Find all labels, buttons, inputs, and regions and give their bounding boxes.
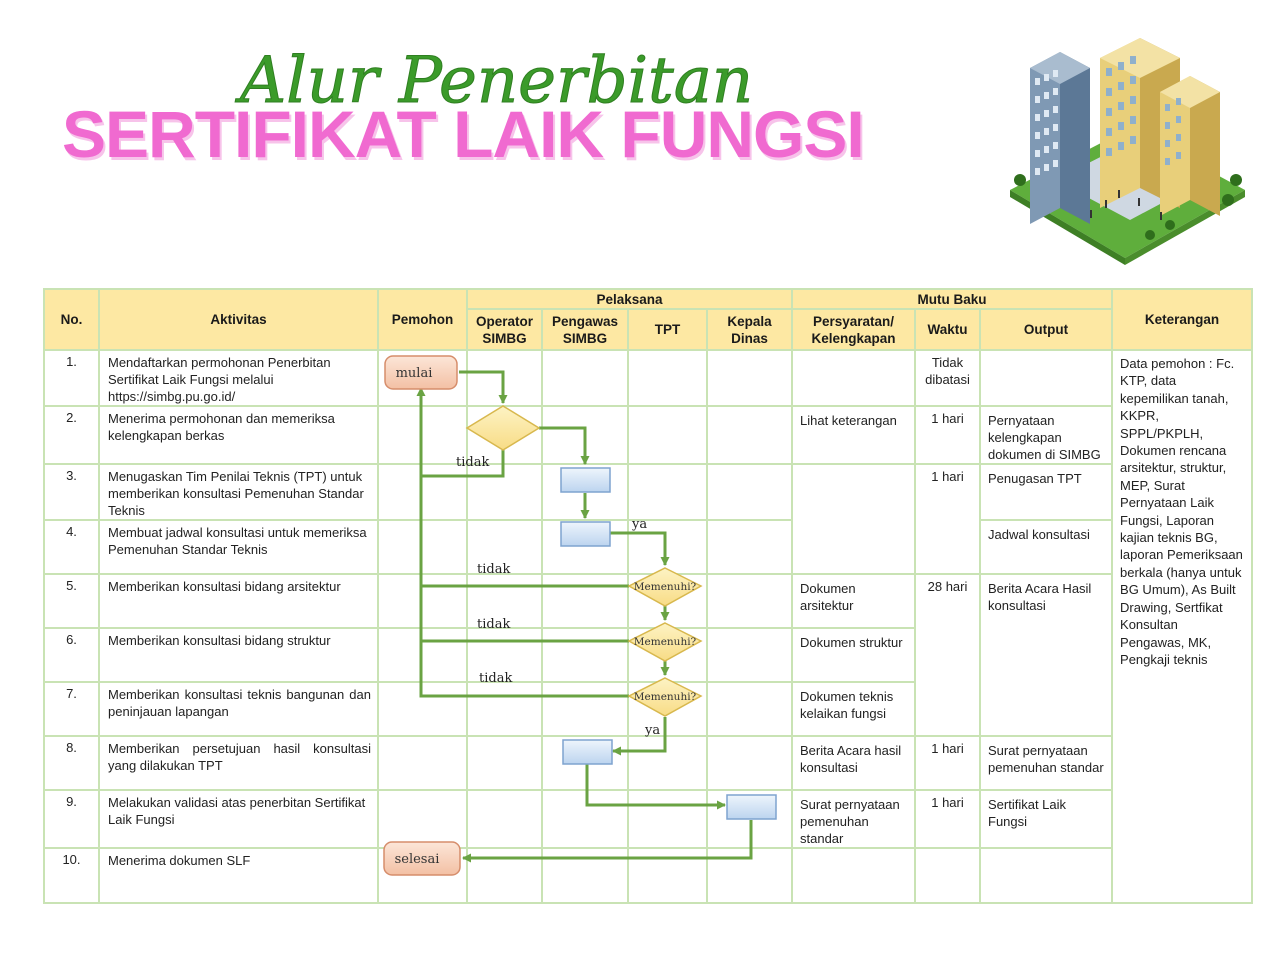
time-cell: 1 hari xyxy=(915,464,980,574)
output-cell: Penugasan TPT xyxy=(980,464,1112,520)
end-terminator xyxy=(384,842,460,875)
row-number: 8. xyxy=(44,736,99,790)
row-number: 7. xyxy=(44,682,99,736)
output-cell: Surat pernyataan pemenuhan standar xyxy=(980,736,1112,790)
row-number: 10. xyxy=(44,848,99,903)
connector-schedule-to-arsitektur xyxy=(609,533,665,565)
script-title: Alur Penerbitan xyxy=(240,44,754,118)
start-label: mulai xyxy=(395,366,433,381)
time-cell: 1 hari xyxy=(915,406,980,464)
row-number: 2. xyxy=(44,406,99,464)
end-label: selesai xyxy=(394,852,440,867)
check-lapangan-decision xyxy=(629,678,701,716)
requirement-cell: Lihat keterangan xyxy=(792,406,915,464)
approval-process xyxy=(563,740,612,764)
requirement-cell: Dokumen struktur xyxy=(792,628,915,682)
activity-cell: Membuat jadwal konsultasi untuk memeriksa Pemenuhan Standar Teknis xyxy=(99,520,378,574)
header-persyaratan: Persyaratan/ Kelengkapan xyxy=(792,309,915,350)
row-number: 1. xyxy=(44,350,99,406)
check-struktur-decision xyxy=(629,623,701,661)
connector-mulai-to-check xyxy=(459,372,503,403)
requirement-cell: Dokumen arsitektur xyxy=(792,574,915,628)
check-label: Memenuhi? xyxy=(633,636,697,648)
requirement-cell: Surat pernyataan pemenuhan standar xyxy=(792,790,915,848)
header-pemohon: Pemohon xyxy=(378,289,467,350)
row-number: 6. xyxy=(44,628,99,682)
time-cell: Tidak dibatasi xyxy=(915,350,980,406)
activity-cell: Memberikan persetujuan hasil konsultasi yang dilakukan TPT xyxy=(99,736,378,790)
header-operator: Operator SIMBG xyxy=(467,309,542,350)
requirement-cell: Berita Acara hasil konsultasi xyxy=(792,736,915,790)
time-cell: 28 hari xyxy=(915,574,980,736)
row-number: 4. xyxy=(44,520,99,574)
requirement-cell: Dokumen teknis kelaikan fungsi xyxy=(792,682,915,736)
activity-cell: Menugaskan Tim Penilai Teknis (TPT) untuk memberikan konsultasi Pemenuhan Standar Teknis xyxy=(99,464,378,520)
connector-validation-to-selesai xyxy=(463,820,751,858)
schedule-process xyxy=(561,522,610,546)
completeness-check-decision xyxy=(467,406,539,450)
activity-cell: Menerima permohonan dan memeriksa kelengkapan berkas xyxy=(99,406,378,464)
title-banner xyxy=(0,0,1280,270)
activity-cell: Memberikan konsultasi bidang arsitektur xyxy=(99,574,378,628)
connector-check-to-assign xyxy=(539,428,585,464)
activity-cell: Memberikan konsultasi teknis bangunan dan peninjauan lapangan xyxy=(99,682,378,736)
check-label: Memenuhi? xyxy=(633,581,697,593)
validation-process xyxy=(727,795,776,819)
output-cell: Sertifikat Laik Fungsi xyxy=(980,790,1112,848)
header-pelaksana: Pelaksana xyxy=(467,289,792,309)
row-number: 5. xyxy=(44,574,99,628)
header-keterangan: Keterangan xyxy=(1112,289,1252,350)
yes-label: ya xyxy=(632,517,648,532)
header-pengawas: Pengawas SIMBG xyxy=(542,309,628,350)
header-mutu-baku: Mutu Baku xyxy=(792,289,1112,309)
no-label: tidak xyxy=(477,617,511,632)
flow-connectors xyxy=(421,372,751,858)
main-title: SERTIFIKAT LAIK FUNGSI xyxy=(62,97,864,171)
time-cell: 1 hari xyxy=(915,736,980,790)
assign-tpt-process xyxy=(561,468,610,492)
header-kepala: Kepala Dinas xyxy=(707,309,792,350)
output-cell: Jadwal konsultasi xyxy=(980,520,1112,574)
start-terminator xyxy=(385,356,457,389)
activity-cell: Menerima dokumen SLF xyxy=(99,848,378,903)
activity-cell: Mendaftarkan permohonan Penerbitan Sertifikat Laik Fungsi melalui https://simbg.pu.go.id/ xyxy=(99,350,378,406)
header-output: Output xyxy=(980,309,1112,350)
no-label: tidak xyxy=(479,671,513,686)
check-arsitektur-decision xyxy=(629,568,701,606)
no-label: tidak xyxy=(477,562,511,577)
flowchart-overlay xyxy=(43,288,1251,888)
check-label: Memenuhi? xyxy=(633,691,697,703)
connector-approval-to-validation xyxy=(587,763,725,805)
sop-table xyxy=(43,288,1251,888)
yes-label: ya xyxy=(645,723,661,738)
time-cell: 1 hari xyxy=(915,790,980,848)
output-cell: Pernyataan kelengkapan dokumen di SIMBG xyxy=(980,406,1112,464)
output-cell: Berita Acara Hasil konsultasi xyxy=(980,574,1112,736)
row-number: 9. xyxy=(44,790,99,848)
header-tpt: TPT xyxy=(628,309,707,350)
activity-cell: Memberikan konsultasi bidang struktur xyxy=(99,628,378,682)
keterangan-cell: Data pemohon : Fc. KTP, data kepemilikan tanah, KKPR, SPPL/PKPLH, Dokumen rencana arsitektur, struktur, MEP, Surat Pernyataan Laik Fungsi, Laporan kajian teknis BG, laporan Pemeriksaan berkala (hanya untuk BG Umum), As Built Drawing, Sertfikat Konsultan Pengawas, MK, Pengkaji teknis xyxy=(1112,350,1252,903)
building-illustration xyxy=(1000,30,1250,265)
activity-cell: Melakukan validasi atas penerbitan Sertifikat Laik Fungsi xyxy=(99,790,378,848)
header-aktivitas: Aktivitas xyxy=(99,289,378,350)
header-waktu: Waktu xyxy=(915,309,980,350)
header-no: No. xyxy=(44,289,99,350)
row-number: 3. xyxy=(44,464,99,520)
no-label: tidak xyxy=(456,455,490,470)
